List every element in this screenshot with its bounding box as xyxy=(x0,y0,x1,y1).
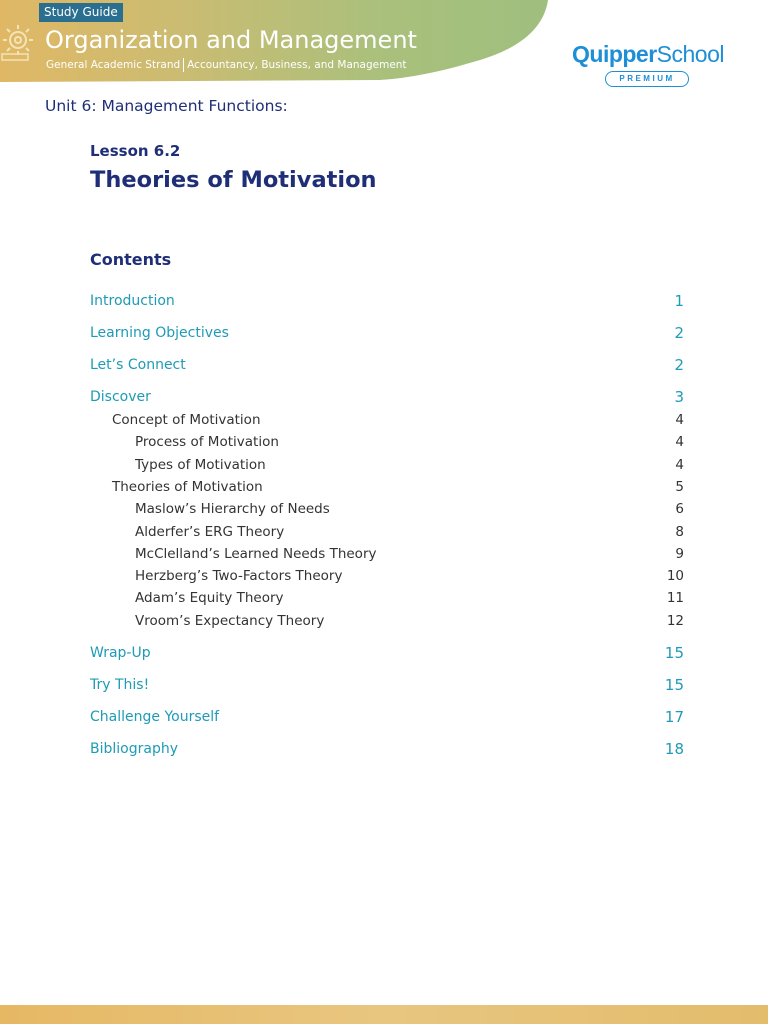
lesson-title: Theories of Motivation xyxy=(90,167,377,193)
toc-item-label[interactable]: Herzberg’s Two-Factors Theory xyxy=(135,568,343,584)
toc-item-page: 10 xyxy=(666,568,684,584)
toc-subitem[interactable] xyxy=(0,544,768,564)
toc-item-page: 8 xyxy=(675,524,684,540)
toc-item-label[interactable]: Alderfer’s ERG Theory xyxy=(135,524,285,540)
track-label: Accountancy, Business, and Management xyxy=(187,59,407,71)
toc-subitem[interactable] xyxy=(0,455,768,475)
toc-subitem[interactable] xyxy=(0,522,768,542)
footer-bar xyxy=(0,1005,768,1024)
toc-item[interactable] xyxy=(0,291,768,311)
study-guide-badge: Study Guide xyxy=(39,3,123,22)
toc-item-label[interactable]: Concept of Motivation xyxy=(112,412,261,428)
toc-item-label[interactable]: Theories of Motivation xyxy=(112,479,263,495)
toc-item-label[interactable]: McClelland’s Learned Needs Theory xyxy=(135,546,377,562)
logo-wordmark xyxy=(572,40,724,68)
toc-item[interactable] xyxy=(0,675,768,695)
toc-item-page: 1 xyxy=(674,292,684,310)
toc-item-label[interactable]: Challenge Yourself xyxy=(90,709,220,725)
toc-item-page: 11 xyxy=(666,590,684,606)
toc-item-label[interactable]: Learning Objectives xyxy=(90,325,229,341)
toc-item[interactable] xyxy=(0,643,768,663)
toc-item[interactable] xyxy=(0,355,768,375)
toc-subitem[interactable] xyxy=(0,588,768,608)
toc-subitem[interactable] xyxy=(0,432,768,452)
toc-item-label[interactable]: Process of Motivation xyxy=(135,434,279,450)
toc-item-label[interactable]: Maslow’s Hierarchy of Needs xyxy=(135,501,330,517)
toc-subitem[interactable] xyxy=(0,499,768,519)
toc-item-page: 12 xyxy=(666,613,684,629)
course-title: Organization and Management xyxy=(45,26,417,54)
strand-divider xyxy=(183,58,184,72)
toc-subitem[interactable] xyxy=(0,410,768,430)
toc-item-page: 15 xyxy=(664,644,684,662)
strand-line xyxy=(46,58,407,72)
strand-label: General Academic Strand xyxy=(46,59,181,71)
toc-subitem[interactable] xyxy=(0,611,768,631)
logo-school: School xyxy=(656,41,724,67)
gear-icon xyxy=(0,20,40,64)
toc-item-page: 2 xyxy=(674,324,684,342)
toc-item-label[interactable]: Types of Motivation xyxy=(135,457,266,473)
toc-subitem[interactable] xyxy=(0,566,768,586)
toc-item-page: 4 xyxy=(675,412,684,428)
toc-item-page: 2 xyxy=(674,356,684,374)
contents-heading: Contents xyxy=(90,250,172,269)
toc-item-page: 9 xyxy=(675,546,684,562)
toc-item[interactable] xyxy=(0,739,768,759)
toc-item[interactable] xyxy=(0,387,768,407)
toc-item-label[interactable]: Adam’s Equity Theory xyxy=(135,590,284,606)
toc-item-label[interactable]: Vroom’s Expectancy Theory xyxy=(135,613,325,629)
toc-item-label[interactable]: Let’s Connect xyxy=(90,357,186,373)
unit-title: Unit 6: Management Functions: xyxy=(45,97,288,115)
logo-quipper: Quipper xyxy=(572,41,657,67)
toc-item-page: 17 xyxy=(664,708,684,726)
toc-item-page: 5 xyxy=(675,479,684,495)
toc-item[interactable] xyxy=(0,707,768,727)
toc-item-label[interactable]: Bibliography xyxy=(90,741,178,757)
toc-item-label[interactable]: Wrap-Up xyxy=(90,645,151,661)
toc-item-page: 4 xyxy=(675,434,684,450)
toc-item-page: 6 xyxy=(675,501,684,517)
toc-item-page: 3 xyxy=(674,388,684,406)
toc-item-page: 4 xyxy=(675,457,684,473)
toc-item-label[interactable]: Introduction xyxy=(90,293,175,309)
toc-subitem[interactable] xyxy=(0,477,768,497)
toc-item-page: 18 xyxy=(664,740,684,758)
toc-item-label[interactable]: Discover xyxy=(90,389,151,405)
logo-premium-badge: PREMIUM xyxy=(605,71,689,87)
toc-item-page: 15 xyxy=(664,676,684,694)
toc-item[interactable] xyxy=(0,323,768,343)
lesson-label: Lesson 6.2 xyxy=(90,142,181,160)
quipper-school-logo xyxy=(572,40,722,90)
toc-item-label[interactable]: Try This! xyxy=(90,677,150,693)
